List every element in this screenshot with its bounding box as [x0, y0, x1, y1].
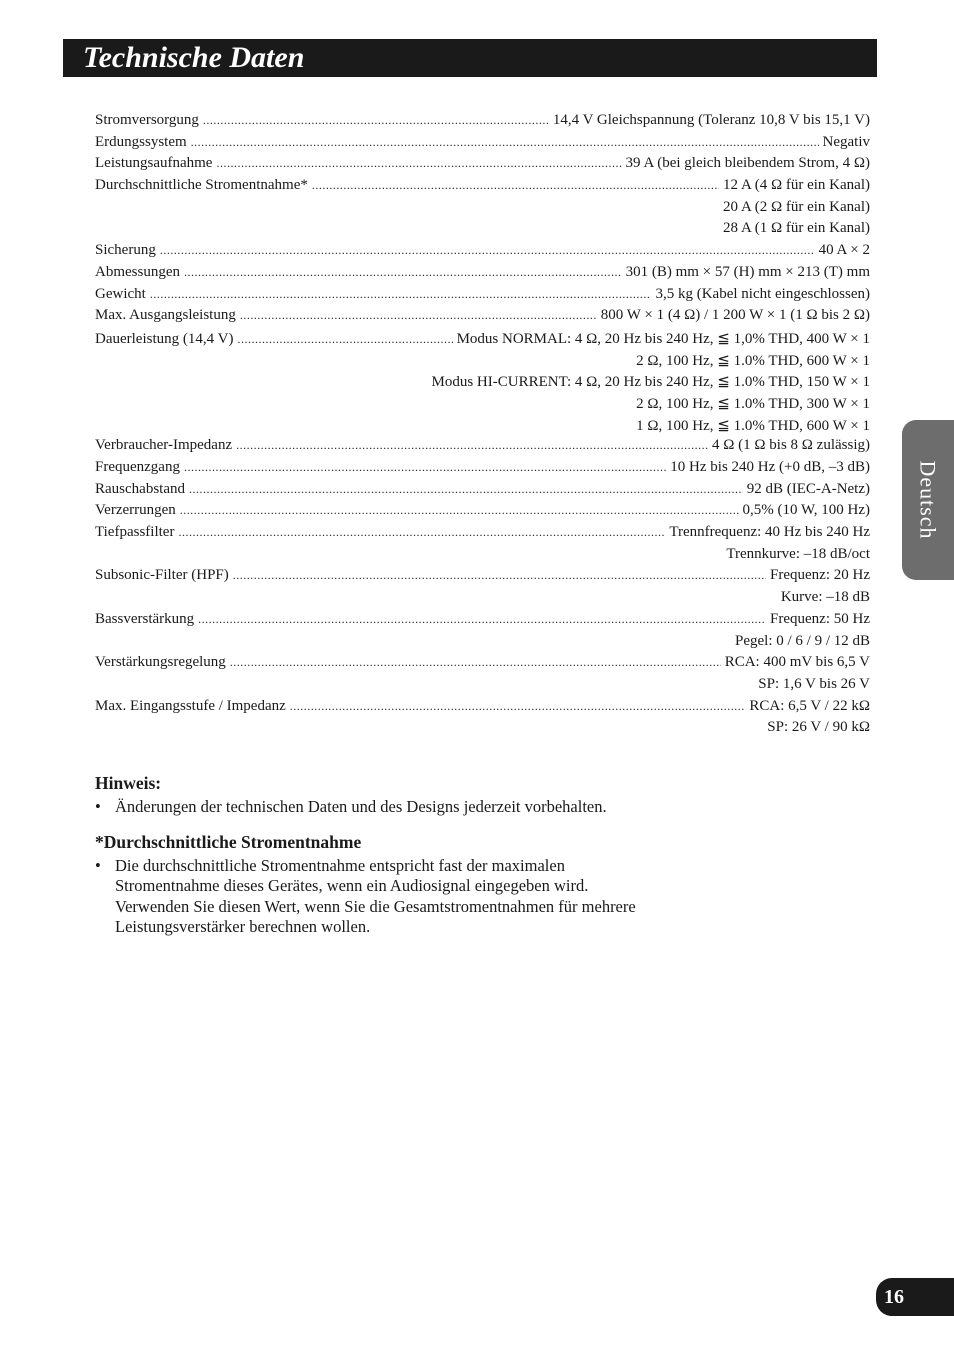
page-title-bar: [63, 39, 877, 77]
spec-label: Stromversorgung: [95, 112, 199, 128]
spec-row: [95, 633, 870, 655]
dot-leader: [312, 177, 719, 194]
spec-value-continued: Pegel: 0 / 6 / 9 / 12 dB: [735, 632, 870, 649]
spec-value: Modus NORMAL: 4 Ω, 20 Hz bis 240 Hz, ≦ 1,0% THD, 400 W × 1: [456, 330, 870, 347]
spec-row: [95, 307, 870, 329]
spec-row: [95, 199, 870, 221]
spec-list: [95, 112, 870, 741]
dot-leader: [237, 331, 452, 348]
spec-row: [95, 524, 870, 546]
spec-value: 92 dB (IEC-A-Netz): [746, 480, 870, 497]
spec-value: RCA: 400 mV bis 6,5 V: [724, 654, 870, 671]
spec-row: [95, 351, 870, 373]
spec-value: 10 Hz bis 240 Hz (+0 dB, –3 dB): [670, 459, 870, 475]
hinweis-text: Änderungen der technischen Daten und des Designs jederzeit vorbehalten.: [115, 797, 607, 816]
spec-label: Verstärkungsregelung: [95, 654, 226, 671]
spec-label: Sicherung: [95, 242, 156, 259]
dot-leader: [178, 524, 665, 541]
spec-row: [95, 676, 870, 698]
spec-value-continued: 28 A (1 Ω für ein Kanal): [723, 220, 870, 237]
spec-value: Frequenz: 50 Hz: [770, 610, 870, 627]
spec-row: [95, 546, 870, 568]
spec-value: 12 A (4 Ω für ein Kanal): [723, 177, 870, 194]
spec-row: [95, 242, 870, 264]
footnote-item: [95, 856, 795, 938]
spec-label: Durchschnittliche Stromentnahme*: [95, 177, 308, 194]
spec-label: Tiefpassfilter: [95, 524, 175, 541]
spec-row: [95, 134, 870, 156]
spec-row: [95, 502, 870, 524]
spec-value: Frequenz: 20 Hz: [770, 567, 870, 584]
spec-row: [95, 459, 870, 481]
spec-row: [95, 112, 870, 134]
spec-row: [95, 589, 870, 611]
spec-row: [95, 719, 870, 741]
dot-leader: [160, 242, 815, 259]
spec-value-continued: SP: 26 V / 90 kΩ: [767, 719, 870, 736]
dot-leader: [189, 481, 743, 498]
dot-leader: [240, 307, 597, 324]
spec-row: [95, 567, 870, 589]
spec-value: 301 (B) mm × 57 (H) mm × 213 (T) mm: [625, 263, 870, 280]
dot-leader: [191, 134, 819, 151]
spec-value: RCA: 6,5 V / 22 kΩ: [749, 697, 870, 714]
spec-value-continued: Trennkurve: –18 dB/oct: [726, 545, 870, 562]
spec-row: [95, 654, 870, 676]
spec-row: [95, 416, 870, 438]
spec-value-continued: 2 Ω, 100 Hz, ≦ 1.0% THD, 600 W × 1: [636, 352, 870, 369]
language-tab-label: Deutsch: [916, 460, 941, 540]
dot-leader: [150, 286, 652, 303]
spec-label: Max. Eingangsstufe / Impedanz: [95, 697, 286, 714]
spec-value-continued: 1 Ω, 100 Hz, ≦ 1.0% THD, 600 W × 1: [636, 417, 870, 434]
page-number: 16: [876, 1278, 954, 1316]
spec-row: [95, 698, 870, 720]
dot-leader: [216, 155, 621, 172]
spec-row: [95, 437, 870, 459]
dot-leader: [203, 112, 549, 129]
spec-label: Erdungssystem: [95, 133, 187, 150]
spec-label: Frequenzgang: [95, 459, 180, 475]
spec-row: [95, 220, 870, 242]
spec-row: [95, 394, 870, 416]
spec-value: 14,4 V Gleichspannung (Toleranz 10,8 V bis 15,1 V): [552, 112, 870, 128]
spec-value: Trennfrequenz: 40 Hz bis 240 Hz: [669, 524, 870, 541]
spec-value: Negativ: [822, 133, 870, 150]
spec-label: Bassverstärkung: [95, 610, 195, 627]
spec-value-continued: Kurve: –18 dB: [780, 589, 870, 606]
spec-value: 40 A × 2: [818, 242, 870, 259]
dot-leader: [233, 567, 766, 584]
spec-row: [95, 286, 870, 308]
dot-leader: [184, 264, 622, 281]
spec-value-continued: SP: 1,6 V bis 26 V: [758, 675, 870, 692]
spec-label: Abmessungen: [95, 263, 180, 280]
spec-value: 800 W × 1 (4 Ω) / 1 200 W × 1 (1 Ω bis 2 Ω): [600, 307, 870, 324]
hinweis-item: [95, 797, 795, 818]
bullet-mark: •: [95, 855, 101, 875]
page-title: Technische Daten: [83, 41, 305, 74]
footnote-text: Die durchschnittliche Stromentnahme entspricht fast der maximalen Stromentnahme dieses Gerätes, wenn ein Audiosignal eingegeben wird. Verwenden Sie diesen Wert, wenn Sie die Gesamtstromentnahmen für mehrere Leistungsverstärker berechnen wollen.: [115, 855, 636, 936]
dot-leader: [184, 459, 666, 476]
spec-row: [95, 481, 870, 503]
footnote-heading: *Durchschnittliche Stromentnahme: [95, 831, 362, 852]
spec-row: [95, 611, 870, 633]
spec-label: Dauerleistung (14,4 V): [95, 330, 234, 347]
language-tab: [902, 420, 954, 580]
spec-label: Verbraucher-Impedanz: [95, 437, 233, 454]
spec-label: Leistungsaufnahme: [95, 155, 213, 172]
spec-row: [95, 372, 870, 394]
notes-section: [95, 773, 795, 938]
spec-value-continued: 2 Ω, 100 Hz, ≦ 1.0% THD, 300 W × 1: [636, 395, 870, 412]
spec-value: 3,5 kg (Kabel nicht eingeschlossen): [655, 285, 870, 302]
spec-row: [95, 264, 870, 286]
dot-leader: [236, 437, 708, 454]
spec-label: Rauschabstand: [95, 480, 185, 497]
spec-row: [95, 177, 870, 199]
dot-leader: [198, 611, 766, 628]
spec-row: [95, 155, 870, 177]
spec-value: 0,5% (10 W, 100 Hz): [742, 502, 870, 519]
hinweis-heading: Hinweis:: [95, 773, 162, 793]
spec-label: Verzerrungen: [95, 502, 176, 519]
spec-value-continued: Modus HI-CURRENT: 4 Ω, 20 Hz bis 240 Hz, ≦ 1.0% THD, 150 W × 1: [431, 374, 870, 391]
spec-value: 39 A (bei gleich bleibendem Strom, 4 Ω): [625, 155, 870, 172]
spec-label: Subsonic-Filter (HPF): [95, 567, 229, 584]
bullet-mark: •: [95, 797, 101, 816]
dot-leader: [230, 654, 721, 671]
spec-value: 4 Ω (1 Ω bis 8 Ω zulässig): [711, 437, 870, 454]
dot-leader: [290, 698, 746, 715]
spec-value-continued: 20 A (2 Ω für ein Kanal): [723, 198, 870, 215]
spec-row: [95, 329, 870, 351]
spec-label: Max. Ausgangsleistung: [95, 307, 236, 324]
spec-label: Gewicht: [95, 285, 146, 302]
dot-leader: [180, 502, 739, 519]
